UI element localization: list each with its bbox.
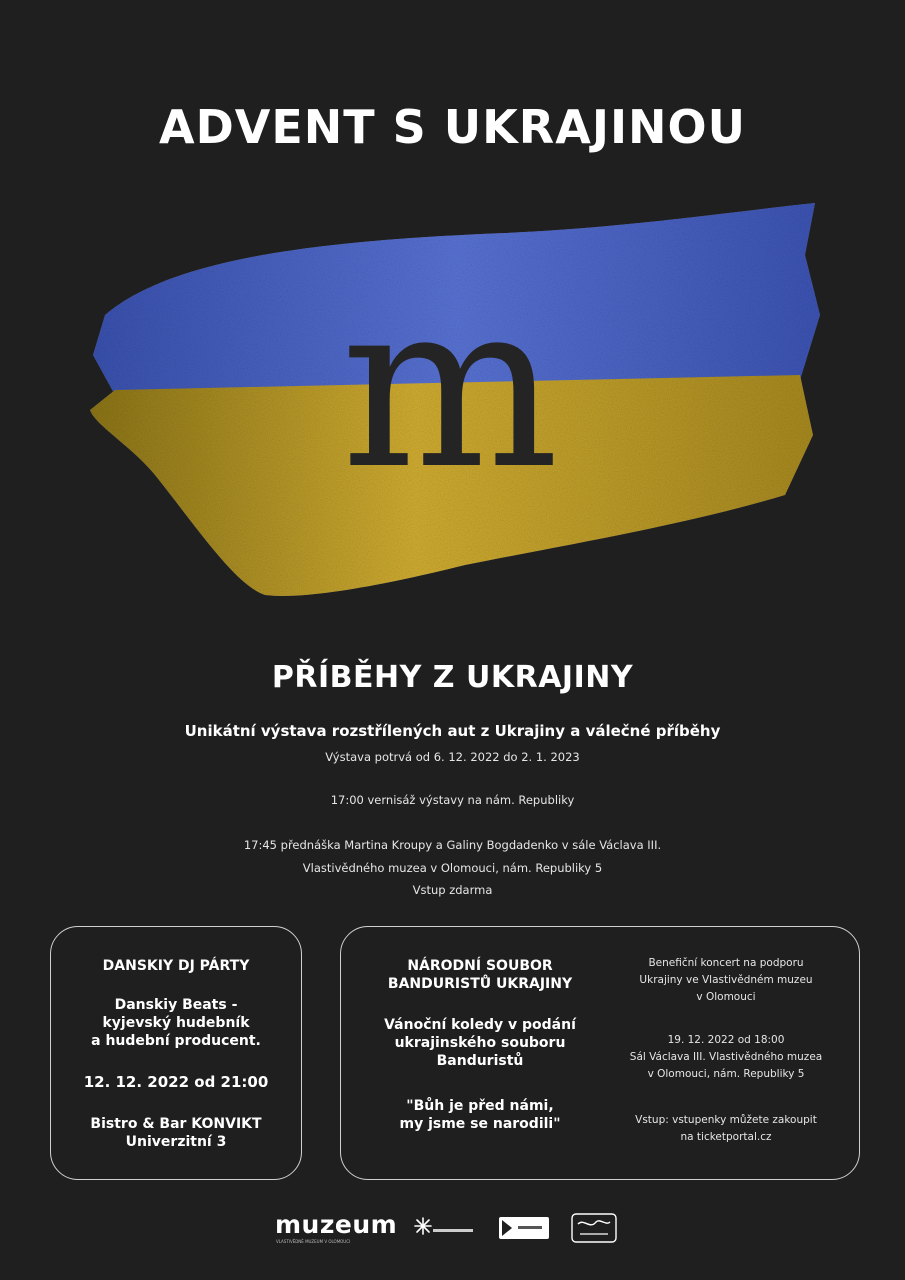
exhibition-dates: Výstava potrvá od 6. 12. 2022 do 2. 1. 2023 (325, 750, 580, 764)
ticket-info: Vstup: vstupenky můžete zakoupit na ticketportal.cz (635, 1114, 817, 1143)
entry-info: Vstup zdarma (412, 883, 493, 897)
muzeum-logo: muzeum (275, 1210, 398, 1239)
lecture-info-line1: 17:45 přednáška Martina Kroupy a Galiny Bogdadenko v sále Václava III. (243, 838, 662, 852)
ukraine-flag-brush-art (85, 195, 825, 615)
benefit-concert-info: Benefiční koncert na podporu Ukrajiny ve Vlastivědném muzeu v Olomouci (639, 957, 813, 1003)
dj-party-datetime: 12. 12. 2022 od 21:00 (83, 1073, 269, 1091)
signature-logo-icon (570, 1212, 618, 1246)
lead-text: Unikátní výstava rozstřílených aut z Ukrajiny a válečné příběhy (184, 722, 721, 740)
dj-party-title: DANSKIY DJ PÁRTY (102, 958, 250, 974)
star-burst-logo-icon (413, 1214, 479, 1242)
bandurists-quote: "Bůh je před námi, my jsme se narodili" (399, 1098, 561, 1132)
bandurists-title: NÁRODNÍ SOUBOR BANDURISTŮ UKRAJINY (387, 958, 573, 992)
main-title: ADVENT S UKRAJINOU (158, 100, 747, 154)
vernissage-info: 17:00 vernisáž výstavy na nám. Republiky (330, 793, 575, 807)
muzeum-logo-tagline: VLASTIVĚDNÉ MUZEUM V OLOMOUCI (276, 1239, 351, 1244)
lecture-info-line2: Vlastivědného muzea v Olomouci, nám. Republiky 5 (302, 861, 603, 875)
dj-party-venue: Bistro & Bar KONVIKT Univerzitní 3 (90, 1116, 262, 1150)
arrow-tag-logo-icon (498, 1216, 552, 1242)
emblem-letter: m (340, 253, 560, 520)
concert-datetime-venue: 19. 12. 2022 od 18:00 Sál Václava III. Vlastivědného muzea v Olomouci, nám. Republiky 5 (629, 1034, 823, 1080)
subtitle: PŘÍBĚHY Z UKRAJINY (271, 660, 634, 695)
dj-party-description: Danskiy Beats - kyjevský hudebník a hudební producent. (91, 997, 261, 1049)
bandurists-description: Vánoční koledy v podání ukrajinského souboru Banduristů (384, 1017, 576, 1069)
sponsor-logos (270, 1208, 630, 1248)
